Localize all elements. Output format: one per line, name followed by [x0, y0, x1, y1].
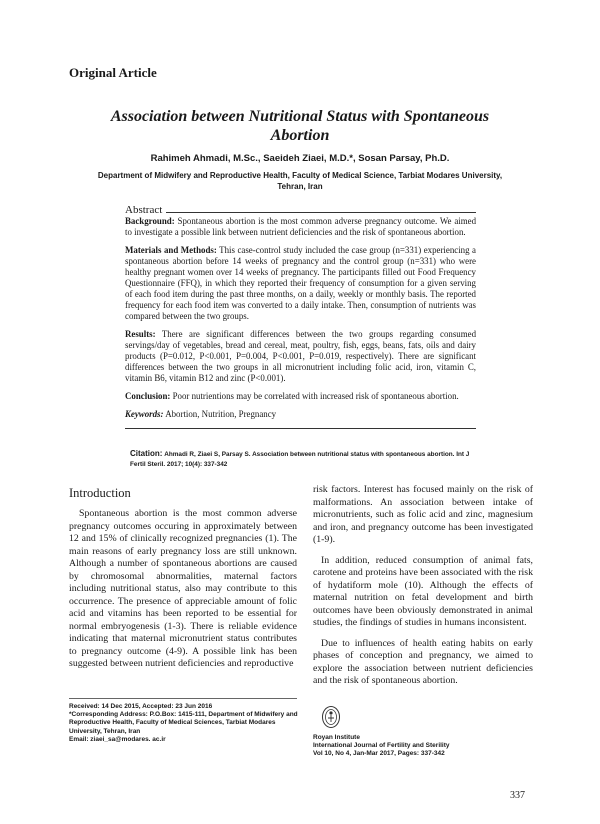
abstract-methods: [125, 245, 476, 322]
article-type-label: Original Article: [69, 65, 157, 80]
royan-logo-icon: [321, 705, 341, 729]
introduction-heading: Introduction: [69, 486, 131, 500]
results-label: Results:: [125, 329, 156, 339]
corresponding-email: Email: ziaei_sa@modares. ac.ir: [69, 735, 166, 743]
abstract-bottom-rule: [125, 428, 476, 429]
publisher-volume: Vol 10, No 4, Jan-Mar 2017, Pages: 337-342: [313, 750, 445, 758]
introduction-paragraph-3: Due to influences of health eating habits on early phases of conception and pregnancy, we aimed to explore the association between nutrient deficiencies and the risk of spontaneous abortion.: [313, 637, 533, 686]
citation: [130, 449, 476, 470]
abstract-results: [125, 329, 476, 384]
conclusion-text: Poor nutrientions may be correlated with increased risk of spontaneous abortion.: [172, 391, 459, 401]
keywords-label: Keywords:: [125, 409, 164, 419]
left-column: [69, 486, 297, 671]
introduction-paragraph-2: In addition, reduced consumption of animal fats, carotene and proteins have been associated with the risk of hydatiform mole (10). Although the effects of maternal nutrition on fetal development and birth outcomes have been obviously demonstrated in animal studies, the findings of studies in humans inconsistent.: [313, 554, 533, 628]
article-title: Association between Nutritional Status with Spontaneous Abortion: [110, 108, 490, 144]
results-text: There are significant differences between the two groups regarding consumed servings/day of vegetables, bread and cereal, meat, poultry, fish, eggs, beans, fats, oils and dairy products (P=0.012, P<0.001, P=0.004, P<0.001, P=0.019, respectively). There are significant differences between the two groups in all micronutrient including folic acid, iron, vitamin C, vitamin B6, vitamin B12 and zinc (P<0.001).: [125, 329, 477, 383]
abstract-top-rule: [166, 212, 476, 213]
page-number: 337: [510, 790, 525, 801]
abstract-background: [125, 216, 476, 238]
publisher-info: [313, 734, 533, 759]
keywords-text: Abortion, Nutrition, Pregnancy: [165, 409, 277, 419]
publisher-institute: Royan Institute: [313, 734, 360, 741]
abstract-section: [125, 204, 476, 429]
footnote-rule: [69, 698, 297, 699]
footnote: [69, 703, 299, 744]
introduction-paragraph-continued: risk factors. Interest has focused mainly on the risk of malformations. An association between intake of micronutrients, such as folic acid and zinc, magnesium and iron, and pregnancy outcome has been investigated (1-9).: [313, 484, 533, 545]
methods-label: Materials and Methods:: [125, 245, 217, 255]
background-label: Background:: [125, 216, 175, 226]
background-text: Spontaneous abortion is the most common adverse pregnancy outcome. We aimed to investigate a possible link between nutrient deficiencies and the risk of spontaneous abortion.: [125, 216, 477, 237]
conclusion-label: Conclusion:: [125, 391, 171, 401]
affiliation: Department of Midwifery and Reproductive Health, Faculty of Medical Science, Tarbiat Modares University, Tehran, Iran: [97, 171, 503, 191]
abstract-keywords: [125, 409, 476, 420]
abstract-conclusion: [125, 391, 476, 402]
methods-text: This case-control study included the case group (n=331) experiencing a spontaneous abortion before 14 weeks of pregnancy and the control group (n=331) who were healthy pregnant women over 14 weeks of pregnancy. The participants filled out Food Frequency Questionnaire (FFQ), in which they reported their frequency of consumption for a given serving of each food item during the past three months, on a daily, weekly or monthly basis. The reported frequency for each food item was converted to a daily intake. Then, consumption of nutrients was compared between the two groups.: [125, 245, 476, 321]
citation-text: Ahmadi R, Ziaei S, Parsay S. Association between nutritional status with spontaneous abortion. Int J Fertil Steril. 2017; 10(4): 337-342: [130, 451, 470, 468]
right-column: [313, 484, 533, 688]
author-list: Rahimeh Ahmadi, M.Sc., Saeideh Ziaei, M.D.*, Sosan Parsay, Ph.D.: [150, 153, 450, 164]
corresponding-address: *Corresponding Address: P.O.Box: 1415-111, Department of Midwifery and Reproductive Health, Faculty of Medical Sciences, Tarbiat Modares University, Tehran, Iran: [69, 711, 298, 735]
citation-label: Citation:: [130, 449, 163, 458]
received-dates: Received: 14 Dec 2015, Accepted: 23 Jun 2016: [69, 703, 213, 710]
abstract-heading: Abstract: [125, 204, 163, 216]
introduction-paragraph-1: Spontaneous abortion is the most common adverse pregnancy outcomes occuring in approximately between 12 and 15% of clinically recognized pregnancies (1). The main reasons of early pregnancy loss are still unknown. Although a number of spontaneous abortions are caused by chromosomal abnormalities, maternal factors including nutritional status, also may contribute to this occurrence. The presence of appreciable amount of folic acid and vitamins has been reported to be essential for normal embryogenesis (1-3). There is reliable evidence indicating that maternal micronutrient status contributes to pregnancy outcome (4-9). A possible link has been suggested between nutrient deficiencies and reproductive: [69, 508, 297, 669]
publisher-journal: International Journal of Fertility and Sterility: [313, 742, 450, 750]
